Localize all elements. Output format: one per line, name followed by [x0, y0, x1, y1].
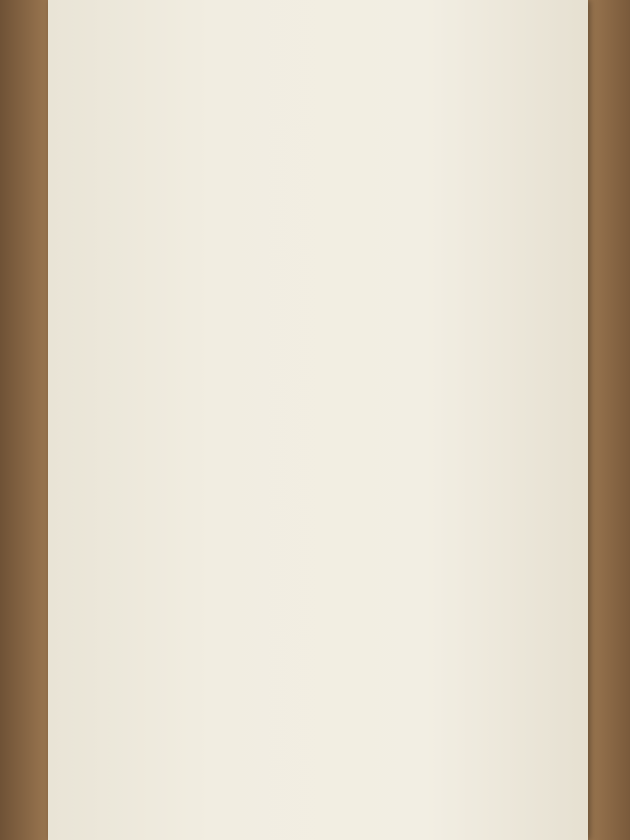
book-page [48, 0, 588, 840]
book-spine-shadow [0, 0, 48, 840]
background-edge [588, 0, 630, 840]
watermark-text [363, 192, 483, 200]
